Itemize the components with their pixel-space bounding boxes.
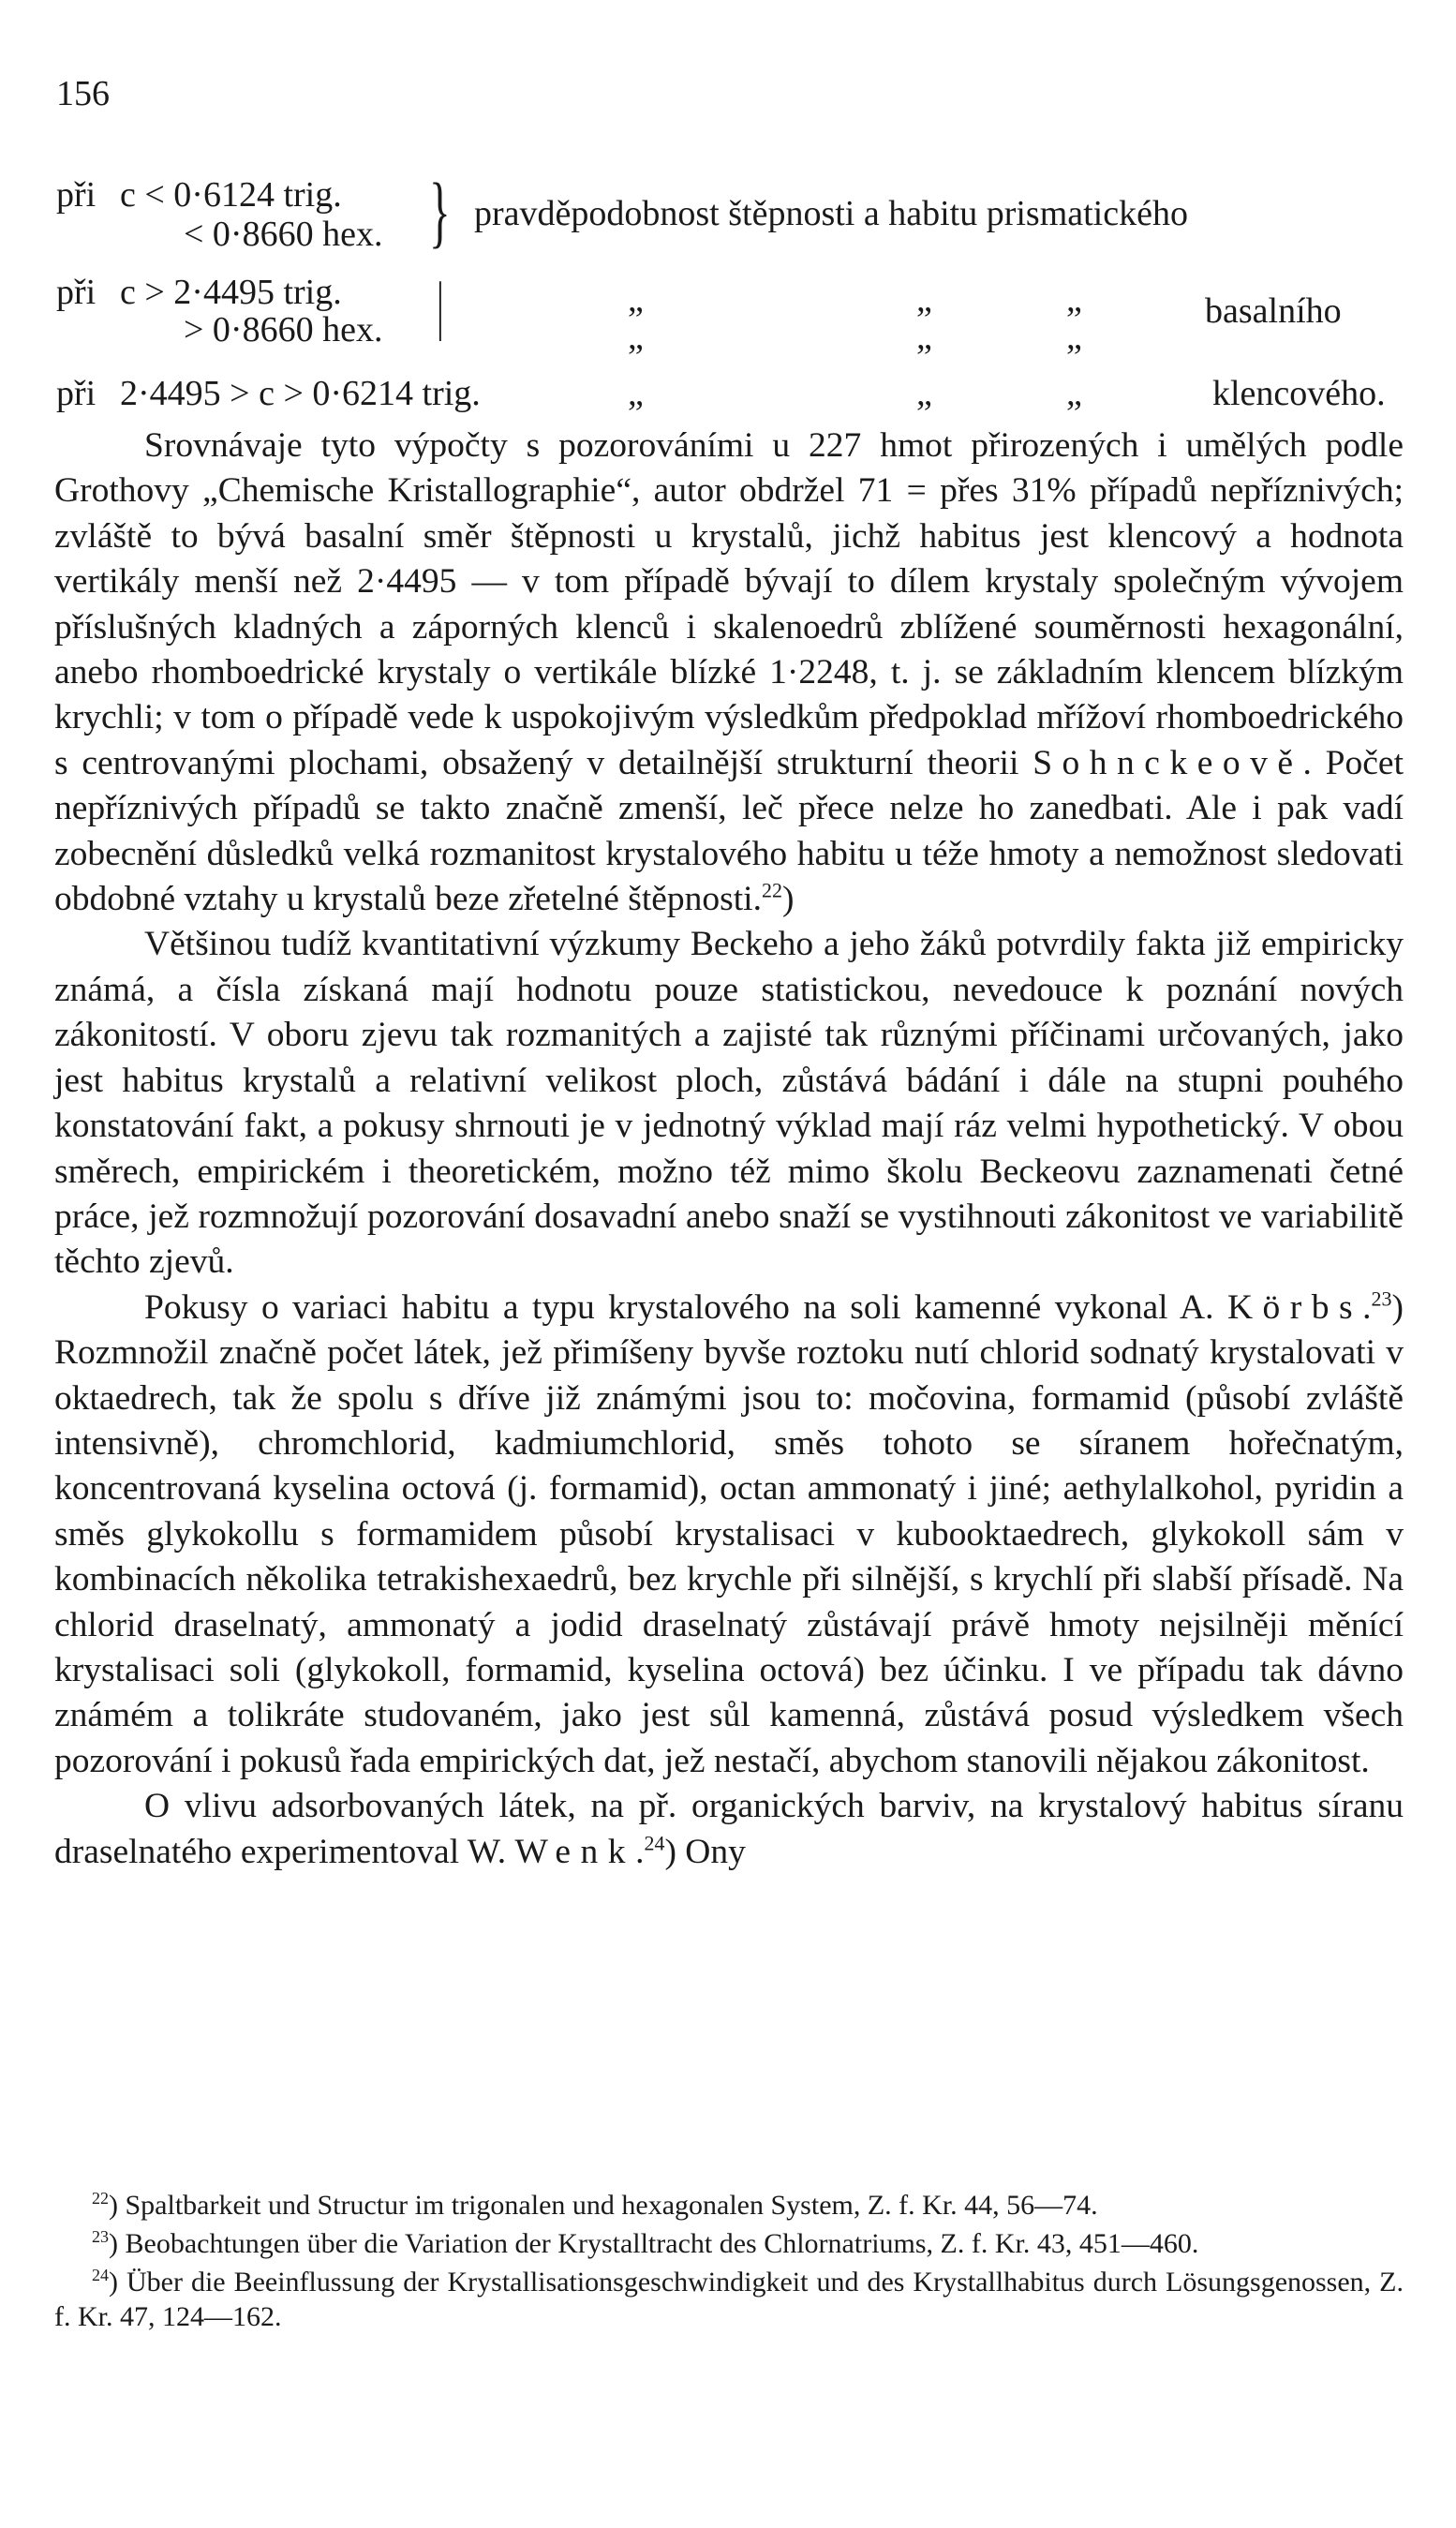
bracket-symbol: | bbox=[437, 270, 444, 342]
condition-row-1 bbox=[54, 166, 1404, 256]
ditto-mark: „ bbox=[916, 374, 932, 413]
brace-symbol: } bbox=[429, 166, 451, 256]
ditto-mark: „ bbox=[628, 374, 644, 413]
ditto-mark: „ bbox=[628, 318, 644, 357]
condition-expression: c > 2·4495 trig. bbox=[120, 273, 342, 312]
paragraph-text: ) bbox=[781, 880, 795, 919]
condition-expression: c < 0·6124 trig. bbox=[120, 175, 342, 215]
paragraph bbox=[54, 1784, 1404, 1875]
condition-text: pravděpodobnost štěpnosti a habitu prismatického bbox=[474, 194, 1188, 233]
footnote-number: 22 bbox=[92, 2189, 109, 2208]
footnote bbox=[54, 2226, 1404, 2261]
paragraph-text: Srovnávaje tyto výpočty s pozorováními u 227 hmot přirozených i umělých podle Grothovy „Chemische Kristallographie“, autor obdržel 71 = přes 31% případů nepříznivých; zvláště to bývá basalní směr štěpnosti u krystalů, jichž habitus jest klencový a hodnota vertikály menší než 2·4495 — v tom případě bývají to dílem krystaly společným vývojem příslušných kladných a záporných klenců i skalenoedrů zblížené souměrnosti hexagonální, anebo rhomboedrické krystaly o vertikále blízké 1·2248, t. j. se základním klencem blízkým krychli; v tom o případě vede k uspokojivým výsledkům předpoklad mřížoví rhomboedrického s centrovanými plochami, obsažený v detailnější strukturní theorii bbox=[54, 426, 1404, 782]
condition-prefix: při bbox=[56, 175, 97, 215]
footnote-text: ) Beobachtungen über die Variation der Krystalltracht des Chlornatriums, Z. f. Kr. 43, 451—460. bbox=[109, 2228, 1199, 2259]
condition-row-2 bbox=[54, 270, 1404, 357]
footnote-text: ) Spaltbarkeit und Structur im trigonalen und hexagonalen System, Z. f. Kr. 44, 56—74. bbox=[109, 2190, 1098, 2221]
ditto-mark: „ bbox=[1066, 280, 1082, 320]
author-name: Sohnckeově bbox=[1033, 743, 1303, 782]
condition-expression: < 0·8660 hex. bbox=[184, 215, 383, 254]
condition-expression: 2·4495 > c > 0·6214 trig. bbox=[120, 374, 481, 413]
page-number: 156 bbox=[56, 74, 110, 113]
author-name: Körbs bbox=[1226, 1287, 1363, 1327]
body-text bbox=[54, 424, 1404, 1875]
ditto-mark: „ bbox=[916, 280, 932, 320]
author-name: Wenk bbox=[514, 1832, 636, 1871]
paragraph-text: . bbox=[635, 1832, 645, 1871]
condition-prefix: při bbox=[56, 273, 97, 312]
ditto-mark: „ bbox=[916, 318, 932, 357]
paragraph-text: Většinou tudíž kvantitativní výzkumy Beckeho a jeho žáků potvrdily fakta již empiricky známá, a čísla získaná mají hodnotu pouze statistickou, nevedouce k poznání nových zákonitostí. V oboru zjevu tak rozmanitých a zajisté tak různými příčinami určovaných, jako jest habitus krystalů a relativní velikost ploch, zůstává bádání i dále na stupni pouhého konstatování fakt, a pokusy shrnouti je v jednotný výklad mají ráz velmi hypothetický. V obou směrech, empirickém i theoretickém, možno též mimo školu Beckeovu zaznamenati četné práce, jež rozmnožují pozorování dosavadní anebo snaží se vystihnouti zákonitost ve variabilitě těchto zjevů. bbox=[54, 925, 1404, 1282]
paragraph-text: O vlivu adsorbovaných látek, na př. organických barviv, na krystalový habitus síranu draselnatého experimentoval W. bbox=[54, 1787, 1404, 1871]
ditto-mark: „ bbox=[1066, 318, 1082, 357]
paragraph-text: . Počet nepříznivých případů se takto značně zmenší, leč přece nelze ho zanedbati. Ale i pak vadí zobecnění důsledků velká rozmanitost krystalového habitu u téže hmoty a nemožnost sledovati obdobné vztahy u krystalů beze zřetelné štěpnosti. bbox=[54, 743, 1404, 919]
footnote-ref: 23 bbox=[1371, 1286, 1392, 1311]
condition-row-3 bbox=[54, 373, 1404, 418]
paragraph-text: Pokusy o variaci habitu a typu krystalového na soli kamenné vykonal A. bbox=[144, 1287, 1214, 1327]
condition-expression: > 0·8660 hex. bbox=[184, 310, 383, 349]
condition-word: basalního bbox=[1205, 291, 1342, 331]
paragraph bbox=[54, 1286, 1404, 1784]
footnote bbox=[54, 2265, 1404, 2334]
paragraph-text: . bbox=[1362, 1287, 1372, 1327]
footnote-ref: 24 bbox=[644, 1831, 665, 1855]
ditto-mark: „ bbox=[628, 280, 644, 320]
footnote-number: 23 bbox=[92, 2227, 109, 2246]
footnotes bbox=[54, 2188, 1404, 2338]
footnote-text: ) Über die Beeinflussung der Krystallisationsgeschwindigkeit und des Krystallhabitus durch Lösungsgenossen, Z. f. Kr. 47, 124—162. bbox=[54, 2267, 1404, 2332]
paragraph-text: ) Rozmnožil značně počet látek, jež přimíšeny byvše roztoku nutí chlorid sodnatý krystalovati v oktaedrech, tak že spolu s dříve již známými jsou to: močovina, formamid (působí zvláště intensivně), chromchlorid, kadmiumchlorid, směs tohoto se síranem hořečnatým, koncentrovaná kyselina octová (j. formamid), octan ammonatý i jiné; aethylalkohol, pyridin a směs glykokollu s formamidem působí krystalisaci v kubooktaedrech, glykokoll sám v kombinacích několika tetrakishexaedrů, bez krychle při silnější, s krychlí při slabší přísadě. Na chlorid draselnatý, ammonatý a jodid draselnatý zůstávají právě hmoty nejsilněji měnící krystalisaci soli (glykokoll, formamid, kyselina octová) bez účinku. I ve případu tak dávno známém a tolikráte studovaném, jako jest sůl kamenná, zůstává posud výsledkem všech pozorování i pokusů řada empirických dat, jež nestačí, abychom stanovili nějakou zákonitost. bbox=[54, 1287, 1404, 1780]
paragraph bbox=[54, 424, 1404, 922]
condition-word: klencového. bbox=[1212, 374, 1386, 413]
paragraph-text: ) Ony bbox=[664, 1832, 746, 1871]
condition-prefix: při bbox=[56, 374, 97, 413]
footnote bbox=[54, 2188, 1404, 2223]
paragraph bbox=[54, 922, 1404, 1285]
footnote-ref: 22 bbox=[761, 878, 782, 902]
ditto-mark: „ bbox=[1066, 374, 1082, 413]
footnote-number: 24 bbox=[92, 2266, 109, 2284]
